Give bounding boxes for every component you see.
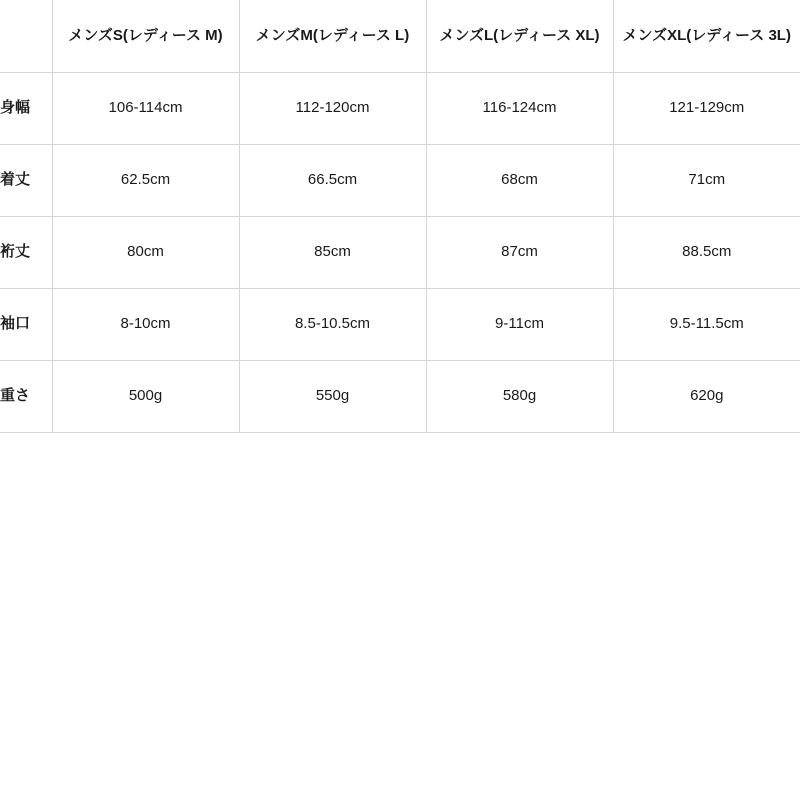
cell-body-width-s: 106-114cm xyxy=(52,73,239,145)
row-header-sleeve-length: 裄丈 xyxy=(0,217,52,289)
cell-length-s: 62.5cm xyxy=(52,145,239,217)
cell-length-xl: 71cm xyxy=(613,145,800,217)
cell-cuff-l: 9-11cm xyxy=(426,289,613,361)
cell-body-width-l: 116-124cm xyxy=(426,73,613,145)
row-header-body-width: 身幅 xyxy=(0,73,52,145)
cell-sleeve-length-s: 80cm xyxy=(52,217,239,289)
cell-length-m: 66.5cm xyxy=(239,145,426,217)
cell-cuff-m: 8.5-10.5cm xyxy=(239,289,426,361)
cell-weight-s: 500g xyxy=(52,361,239,433)
cell-weight-m: 550g xyxy=(239,361,426,433)
cell-cuff-xl: 9.5-11.5cm xyxy=(613,289,800,361)
cell-sleeve-length-m: 85cm xyxy=(239,217,426,289)
column-header-mens-s: メンズS(レディース M) xyxy=(52,0,239,73)
column-header-mens-l: メンズL(レディース XL) xyxy=(426,0,613,73)
table-corner-cell xyxy=(0,0,52,73)
row-header-cuff: 袖口 xyxy=(0,289,52,361)
table-row xyxy=(0,361,800,433)
cell-body-width-xl: 121-129cm xyxy=(613,73,800,145)
cell-sleeve-length-l: 87cm xyxy=(426,217,613,289)
column-header-mens-m: メンズM(レディース L) xyxy=(239,0,426,73)
table-row xyxy=(0,145,800,217)
cell-length-l: 68cm xyxy=(426,145,613,217)
cell-weight-l: 580g xyxy=(426,361,613,433)
cell-cuff-s: 8-10cm xyxy=(52,289,239,361)
table-row xyxy=(0,217,800,289)
column-header-mens-xl: メンズXL(レディース 3L) xyxy=(613,0,800,73)
table-header-row xyxy=(0,0,800,73)
cell-weight-xl: 620g xyxy=(613,361,800,433)
row-header-weight: 重さ xyxy=(0,361,52,433)
cell-body-width-m: 112-120cm xyxy=(239,73,426,145)
table-row xyxy=(0,73,800,145)
row-header-length: 着丈 xyxy=(0,145,52,217)
table-row xyxy=(0,289,800,361)
cell-sleeve-length-xl: 88.5cm xyxy=(613,217,800,289)
